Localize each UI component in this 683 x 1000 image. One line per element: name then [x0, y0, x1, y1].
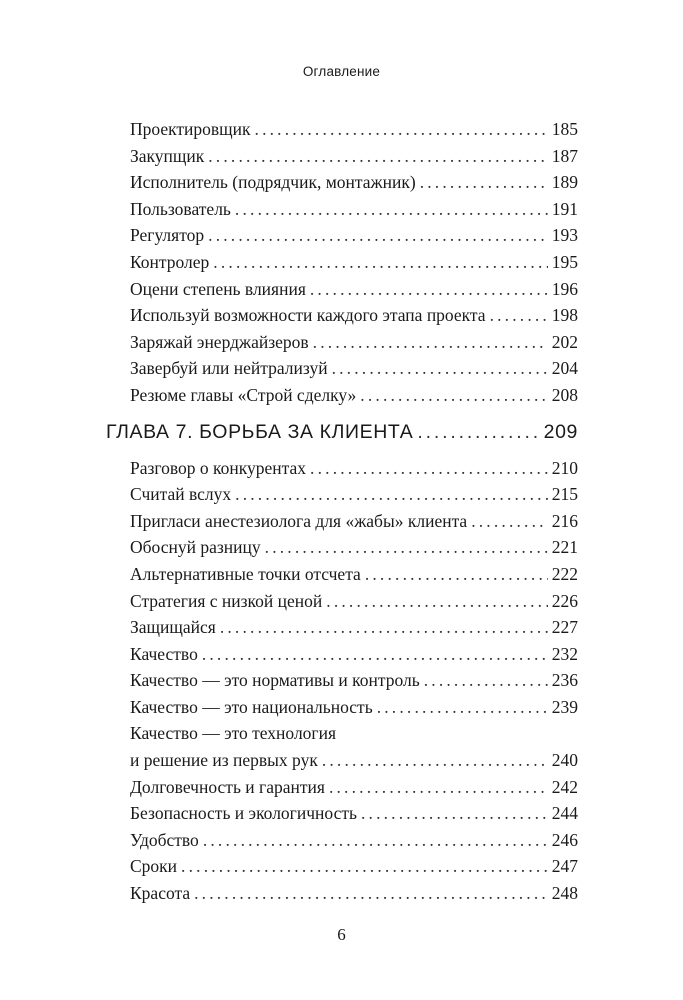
toc-entry[interactable]	[106, 329, 578, 356]
toc-entry-page: 244	[551, 803, 578, 824]
toc-entry-page: 246	[551, 829, 578, 850]
dot-leader	[361, 800, 548, 827]
toc-entry-page: 248	[551, 883, 578, 904]
dot-leader	[220, 614, 548, 641]
toc-entry-title: Безопасность и экологичность	[130, 803, 357, 824]
toc-entry-title: Качество — это нормативы и контроль	[130, 670, 420, 691]
toc-entry[interactable]	[106, 169, 578, 196]
toc-entry-title: Оцени степень влияния	[130, 278, 306, 299]
dot-leader	[377, 694, 548, 721]
toc-entry-page: 198	[551, 305, 578, 326]
toc-entry-title: Пригласи анестезиолога для «жабы» клиента	[130, 510, 468, 531]
toc-entry[interactable]	[106, 827, 578, 854]
toc-entry-page: 240	[551, 750, 578, 771]
toc-chapter-heading[interactable]	[106, 413, 578, 451]
dot-leader	[332, 355, 548, 382]
toc-entry-page: 196	[551, 278, 578, 299]
dot-leader	[365, 561, 548, 588]
toc-entry-title: Закупщик	[130, 145, 205, 166]
dot-leader	[203, 827, 548, 854]
dot-leader	[420, 169, 548, 196]
running-head: Оглавление	[302, 64, 381, 79]
dot-leader	[424, 667, 548, 694]
dot-leader	[194, 880, 548, 907]
toc-entry-title: Проектировщик	[130, 119, 251, 139]
dot-leader	[235, 196, 548, 223]
toc-entry-page: 215	[551, 484, 578, 505]
toc-entry[interactable]	[106, 481, 578, 508]
toc-entry-title: Разговор о конкурентах	[130, 457, 307, 478]
dot-leader	[322, 747, 548, 774]
toc-entry-page: 208	[551, 384, 578, 405]
toc-entry-page: 193	[551, 225, 578, 246]
toc-entry-title: Заряжай энерджайзеров	[130, 331, 309, 352]
toc-entry-page: 242	[551, 776, 578, 797]
toc-entry[interactable]	[106, 747, 578, 774]
toc-entry-page: 236	[551, 670, 578, 691]
toc-entry-title-continuation: и решение из первых рук	[130, 750, 318, 771]
toc-entry[interactable]	[106, 774, 578, 801]
toc-entry-title: Пользователь	[130, 198, 231, 219]
toc-entry-title: Сроки	[130, 856, 178, 877]
toc-entry[interactable]	[106, 455, 578, 482]
toc-entry[interactable]	[106, 800, 578, 827]
dot-leader	[471, 508, 548, 535]
dot-leader	[360, 382, 547, 409]
toc-entry[interactable]	[106, 508, 578, 535]
toc-entry[interactable]	[106, 534, 578, 561]
toc-entry[interactable]	[106, 614, 578, 641]
dot-leader	[490, 302, 548, 329]
dot-leader	[310, 455, 548, 482]
dot-leader	[313, 329, 548, 356]
toc-entry[interactable]	[106, 222, 578, 249]
toc-entry[interactable]	[106, 382, 578, 409]
table-of-contents	[106, 116, 578, 907]
toc-entry[interactable]	[106, 853, 578, 880]
toc-entry-title: Качество	[130, 643, 198, 664]
toc-entry[interactable]	[106, 561, 578, 588]
dot-leader	[265, 534, 548, 561]
dot-leader	[329, 774, 548, 801]
toc-entry-title: Красота	[130, 883, 191, 904]
toc-entry-title: Стратегия с низкой ценой	[130, 590, 323, 611]
dot-leader	[213, 249, 547, 276]
chapter-page: 209	[543, 420, 578, 443]
toc-entry-title: Исполнитель (подрядчик, монтажник)	[130, 172, 416, 193]
toc-entry[interactable]	[106, 355, 578, 382]
dot-leader	[235, 481, 548, 508]
dot-leader	[310, 276, 548, 303]
toc-entry[interactable]	[106, 880, 578, 907]
dot-leader	[326, 588, 547, 615]
toc-entry-page: 227	[551, 617, 578, 638]
toc-entry-page: 221	[551, 537, 578, 558]
toc-entry[interactable]	[106, 196, 578, 223]
toc-entry-title: Альтернативные точки отсчета	[130, 563, 361, 584]
toc-entry-first-line[interactable]	[106, 720, 578, 747]
toc-entry-page: 191	[551, 198, 578, 219]
toc-entry-page: 204	[551, 358, 578, 379]
toc-entry-page: 239	[551, 696, 578, 717]
dot-leader	[255, 116, 548, 143]
toc-entry[interactable]	[106, 302, 578, 329]
toc-entry-title: Завербуй или нейтрализуй	[130, 358, 328, 379]
toc-entry-title: Обоснуй разницу	[130, 537, 261, 558]
toc-entry-title: Считай вслух	[130, 484, 232, 505]
toc-entry-page: 222	[551, 563, 578, 584]
dot-leader	[208, 222, 548, 249]
toc-entry-title: Долговечность и гарантия	[130, 776, 325, 797]
toc-entry-title: Защищайся	[130, 617, 216, 638]
toc-entry-page: 226	[551, 590, 578, 611]
dot-leader	[202, 641, 548, 668]
toc-entry-page: 210	[551, 457, 578, 478]
toc-entry-page: 185	[551, 119, 578, 139]
toc-entry[interactable]	[106, 588, 578, 615]
toc-entry[interactable]	[106, 694, 578, 721]
toc-entry-page: 187	[551, 145, 578, 166]
toc-entry[interactable]	[106, 641, 578, 668]
toc-entry[interactable]	[106, 249, 578, 276]
toc-entry-page: 195	[551, 251, 578, 272]
toc-entry-page: 247	[551, 856, 578, 877]
toc-entry-title: Резюме главы «Строй сделку»	[130, 384, 357, 405]
toc-entry-title: Контролер	[130, 251, 210, 272]
dot-leader	[417, 413, 539, 451]
toc-entry-title: Удобство	[130, 829, 199, 850]
toc-entry[interactable]	[106, 276, 578, 303]
toc-entry-page: 232	[551, 643, 578, 664]
toc-entry-title: Качество — это технология	[130, 723, 337, 744]
toc-entry-title: Регулятор	[130, 225, 205, 246]
toc-entry[interactable]	[106, 116, 578, 143]
dot-leader	[181, 853, 548, 880]
toc-entry-page: 189	[551, 172, 578, 193]
toc-entry-title: Качество — это национальность	[130, 696, 373, 717]
toc-entry-page: 202	[551, 331, 578, 352]
toc-entry-title: Используй возможности каждого этапа проекта	[130, 305, 486, 326]
toc-entry[interactable]	[106, 143, 578, 170]
toc-entry-page: 216	[551, 510, 578, 531]
toc-entry[interactable]	[106, 667, 578, 694]
page-number: 6	[337, 925, 346, 944]
dot-leader	[208, 143, 548, 170]
chapter-title: ГЛАВА 7. БОРЬБА ЗА КЛИЕНТА	[106, 420, 414, 443]
